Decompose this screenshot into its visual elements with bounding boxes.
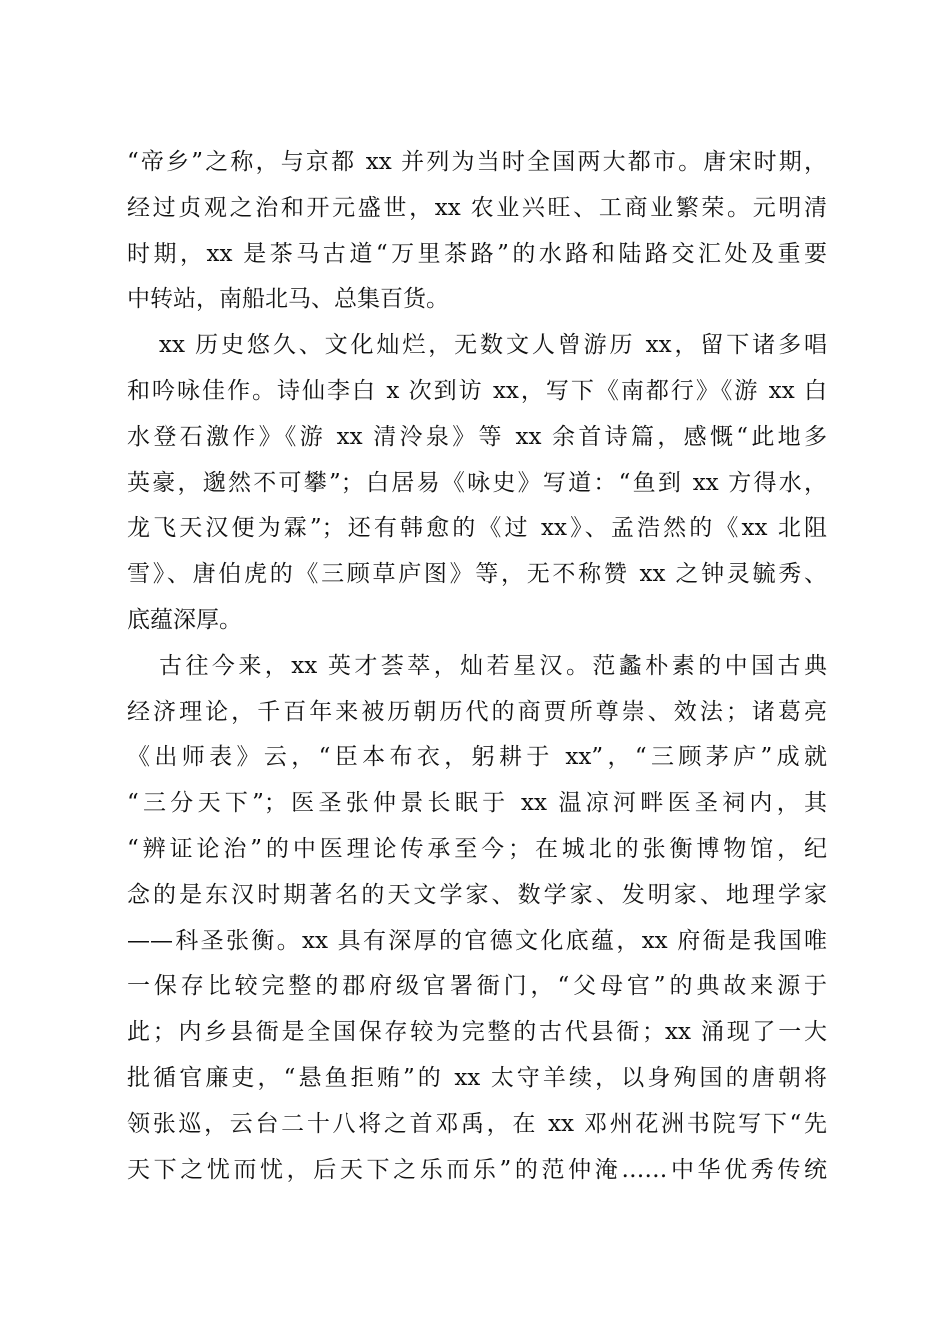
text-line: “三分天下”；医圣张仲景长眠于 xx 温凉河畔医圣祠内，其 bbox=[127, 790, 827, 817]
text-line: 水登石激作》《游 xx 清泠泉》等 xx 余首诗篇，感慨“此地多 bbox=[127, 423, 827, 450]
text-line: 《出师表》云，“臣本布衣，躬耕于 xx”，“三顾茅庐”成就 bbox=[127, 744, 827, 771]
text-line: 领张巡，云台二十八将之首邓禹，在 xx 邓州花洲书院写下“先 bbox=[127, 1110, 827, 1137]
text-line: 念的是东汉时期著名的天文学家、数学家、发明家、地理学家 bbox=[127, 881, 827, 908]
text-line: 底蕴深厚。 bbox=[127, 606, 242, 633]
text-line: 和吟咏佳作。诗仙李白 x 次到访 xx，写下《南都行》《游 xx 白 bbox=[127, 377, 827, 404]
text-line: 批循官廉吏，“悬鱼拒贿”的 xx 太守羊续，以身殉国的唐朝将 bbox=[127, 1064, 827, 1091]
text-line: 雪》、唐伯虎的《三顾草庐图》等，无不称赞 xx 之钟灵毓秀、 bbox=[127, 561, 827, 588]
paragraph-first-line: xx 历史悠久、文化灿烂，无数文人曾游历 xx，留下诸多唱 bbox=[159, 332, 827, 359]
body-text bbox=[127, 140, 827, 1193]
text-line: ——科圣张衡。xx 具有深厚的官德文化底蕴，xx 府衙是我国唯 bbox=[127, 927, 827, 954]
text-line: 经过贞观之治和开元盛世，xx 农业兴旺、工商业繁荣。元明清 bbox=[127, 194, 827, 221]
text-line: 英豪，邈然不可攀”；白居易《咏史》写道：“鱼到 xx 方得水， bbox=[127, 469, 827, 496]
text-line: 中转站，南船北马、总集百货。 bbox=[127, 286, 449, 313]
paragraph-first-line: 古往今来，xx 英才荟萃，灿若星汉。范蠡朴素的中国古典 bbox=[159, 652, 827, 679]
text-line: 龙飞天汉便为霖”；还有韩愈的《过 xx》、孟浩然的《xx 北阻 bbox=[127, 515, 827, 542]
text-line: 一保存比较完整的郡府级官署衙门，“父母官”的典故来源于 bbox=[127, 973, 827, 1000]
text-line: “帝乡”之称，与京都 xx 并列为当时全国两大都市。唐宋时期， bbox=[127, 149, 827, 175]
text-line: “辨证论治”的中医理论传承至今；在城北的张衡博物馆，纪 bbox=[127, 835, 827, 862]
text-line: 时期，xx 是茶马古道“万里茶路”的水路和陆路交汇处及重要 bbox=[127, 240, 827, 267]
text-line: 经济理论，千百年来被历朝历代的商贾所尊崇、效法；诸葛亮 bbox=[127, 698, 827, 725]
text-line: 天下之忧而忧，后天下之乐而乐”的范仲淹……中华优秀传统 bbox=[127, 1156, 827, 1183]
text-line: 此；内乡县衙是全国保存较为完整的古代县衙；xx 涌现了一大 bbox=[127, 1019, 827, 1046]
